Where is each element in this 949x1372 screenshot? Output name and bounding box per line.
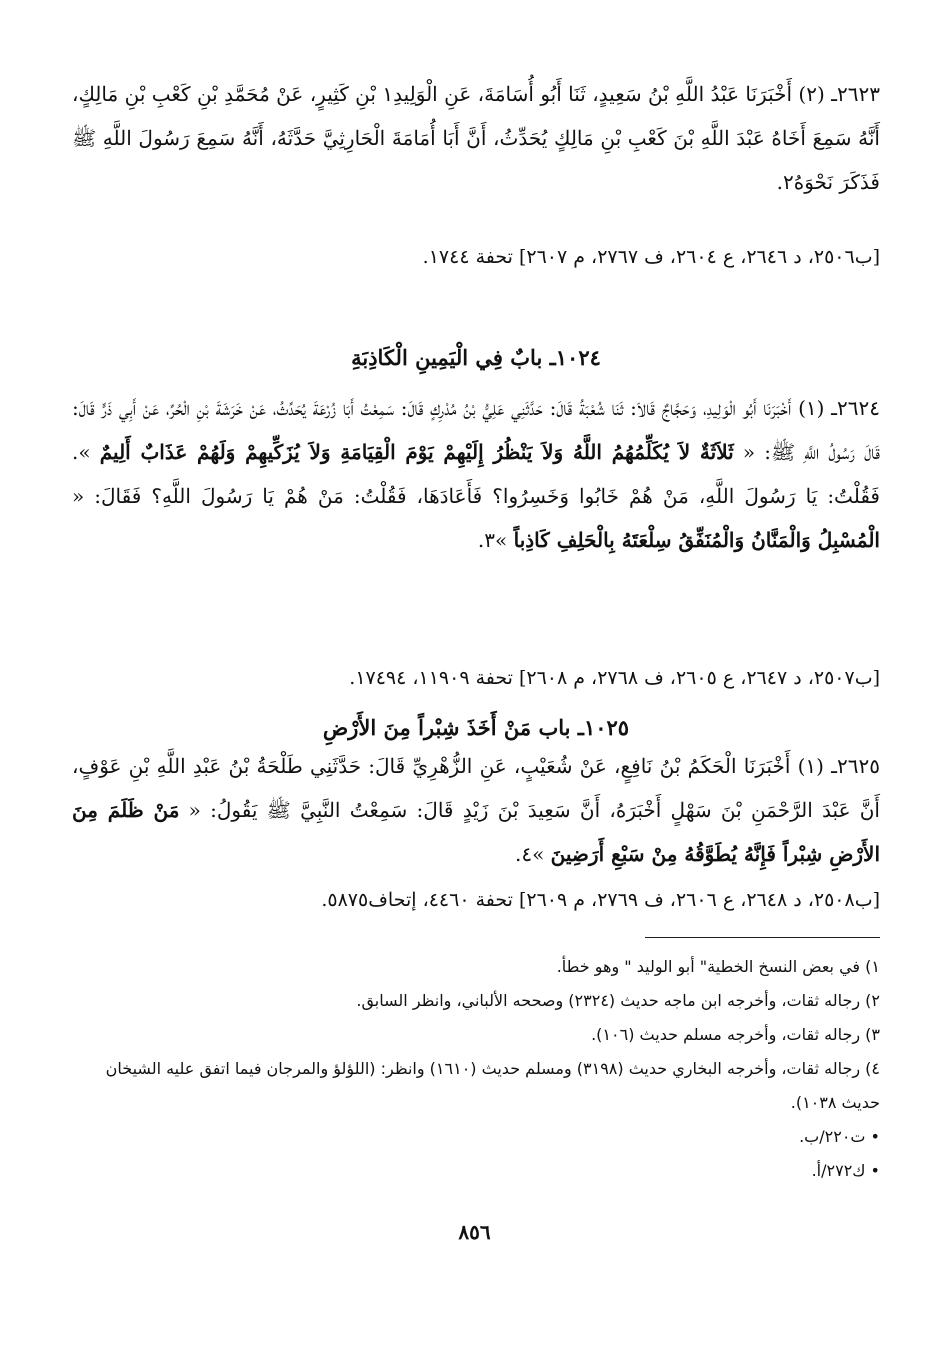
footnotes xyxy=(72,950,880,1188)
hadith-2623-citation: [ب٢٥٠٦، د ٢٦٤٦، ع ٢٦٠٤، ف ٢٧٦٧، م ٢٦٠٧] تحفة ١٧٤٤. xyxy=(422,246,880,268)
footnote-4: ٤) رجاله ثقات، وأخرجه البخاري حديث (٣١٩٨) ومسلم حديث (١٦١٠) وانظر: (اللؤلؤ والمرجان فيما اتفق عليه الشيخان حديث ١٠٣٨). xyxy=(105,1059,880,1112)
hadith-2624-prophetic-text-2: الْمُسْبِلُ وَالْمَنَّانُ وَالْمُنَفِّقُ سِلْعَتَهُ بِالْحَلِفِ كَاذِباً xyxy=(513,528,880,552)
footnote-1: ١) في بعض النسخ الخطية" أبو الوليد " وهو خطأ. xyxy=(556,957,880,976)
hadith-2625-text-part1: ٢٦٢٥ـ (١) أَخْبَرَنَا الْحَكَمُ بْنُ نَافِعٍ، عَنْ شُعَيْبٍ، عَنِ الزُّهْرِيِّ قَالَ: حَدَّثَنِي طَلْحَةُ بْنُ عَبْدِ اللَّهِ بْنِ عَوْفٍ، أَنَّ عَبْدَ الرَّحْمَنِ بْنَ سَهْلٍ أَخْبَرَهُ، أَنَّ سَعِيدَ بْنَ زَيْدٍ قَالَ: سَمِعْتُ النَّبِيَّ ﷺ يَقُولُ: « xyxy=(72,754,880,822)
hadith-2625-text xyxy=(72,744,880,876)
hadith-2625-citation: [ب٢٥٠٨، د ٢٦٤٨، ع ٢٦٠٦، ف ٢٧٦٩، م ٢٦٠٩] تحفة ٤٤٦٠، إتحاف٥٨٧٥. xyxy=(321,889,880,911)
hadith-2625 xyxy=(72,744,880,876)
hadith-2624 xyxy=(72,386,880,562)
hadith-2623 xyxy=(72,72,880,204)
hadith-2625-prophetic-text: مَنْ ظَلَمَ مِنَ الأَرْضِ شِبْراً فَإِنَّهُ يُطَوَّقُهُ مِنْ سَبْعِ أَرَضِينَ xyxy=(72,798,880,866)
hadith-2624-text xyxy=(72,386,880,562)
hadith-2624-text-part3: »٣. xyxy=(477,528,514,552)
chapter-1024-heading: ١٠٢٤ـ بابٌ فِي الْيَمِينِ الْكَاذِبَةِ xyxy=(351,345,601,370)
hadith-2623-text: ٢٦٢٣ـ (٢) أَخْبَرَنَا عَبْدُ اللَّهِ بْنُ سَعِيدٍ، ثَنَا أَبُو أُسَامَةَ، عَنِ الْوَلِيدِ١ بْنِ كَثِيرٍ، عَنْ مُحَمَّدِ بْنِ كَعْبِ بْنِ مَالِكٍ، أَنَّهُ سَمِعَ أَخَاهُ عَبْدَ اللَّهِ بْنَ كَعْبِ بْنِ مَالِكٍ يُحَدِّثُ، أَنَّ أَبَا أُمَامَةَ الْحَارِثِيَّ حَدَّثَهُ، أَنَّهُ سَمِعَ رَسُولَ اللَّهِ ﷺ فَذَكَرَ نَحْوَهُ٢. xyxy=(72,82,880,194)
hadith-2625-text-part2: »٤. xyxy=(514,842,551,866)
chapter-1025-heading: ١٠٢٥ـ باب مَنْ أَخَذَ شِبْراً مِنَ الأَرْضِ xyxy=(322,715,630,740)
hadith-2624-prophetic-text-1: ثَلاَثَةٌ لاَ يُكَلِّمُهُمُ اللَّهُ وَلاَ يَنْظُرُ إِلَيْهِمْ يَوْمَ الْقِيَامَةِ وَلاَ يُزَكِّيهِمْ وَلَهُمْ عَذَابٌ أَلِيمٌ xyxy=(99,440,734,464)
footnote-3: ٣) رجاله ثقات، وأخرجه مسلم حديث (١٠٦). xyxy=(591,1025,880,1044)
manuscript-ref-t: • ت٢٢٠/ب. xyxy=(799,1127,880,1146)
footnote-divider xyxy=(645,937,880,938)
manuscript-ref-k: • ك٢٧٢/أ. xyxy=(811,1161,880,1180)
hadith-2624-text-part2: ». فَقُلْتُ: يَا رَسُولَ اللَّهِ، مَنْ هُمْ خَابُوا وَخَسِرُوا؟ فَأَعَادَهَا، فَقُلْتُ: مَنْ هُمْ يَا رَسُولَ اللَّهِ؟ فَقَالَ: « xyxy=(72,440,880,508)
footnote-2: ٢) رجاله ثقات، وأخرجه ابن ماجه حديث (٢٣٢٤) وصححه الألباني، وانظر السابق. xyxy=(356,991,880,1010)
page-number: ٨٥٦ xyxy=(458,1220,491,1244)
hadith-2624-text-part1: ٢٦٢٤ـ (١) أَخْبَرَنَا أَبُو الْوَلِيدِ، وَحَجَّاجٌ قَالاَ: ثَنَا شُعْبَةُ قَالَ: حَدَّثَنِي عَلِيُّ بْنُ مُدْرِكٍ قَالَ: سَمِعْتُ أَبَا زُرْعَةَ يُحَدِّثُ، عَنْ خَرَشَةَ بْنِ الْحُرِّ، عَنْ أَبِي ذَرٍّ قَالَ: قَالَ رَسُولُ اللَّهِ ﷺ: « xyxy=(72,396,880,464)
hadith-2624-citation: [ب٢٥٠٧، د ٢٦٤٧، ع ٢٦٠٥، ف ٢٧٦٨، م ٢٦٠٨] تحفة ١١٩٠٩، ١٧٤٩٤. xyxy=(349,667,880,689)
